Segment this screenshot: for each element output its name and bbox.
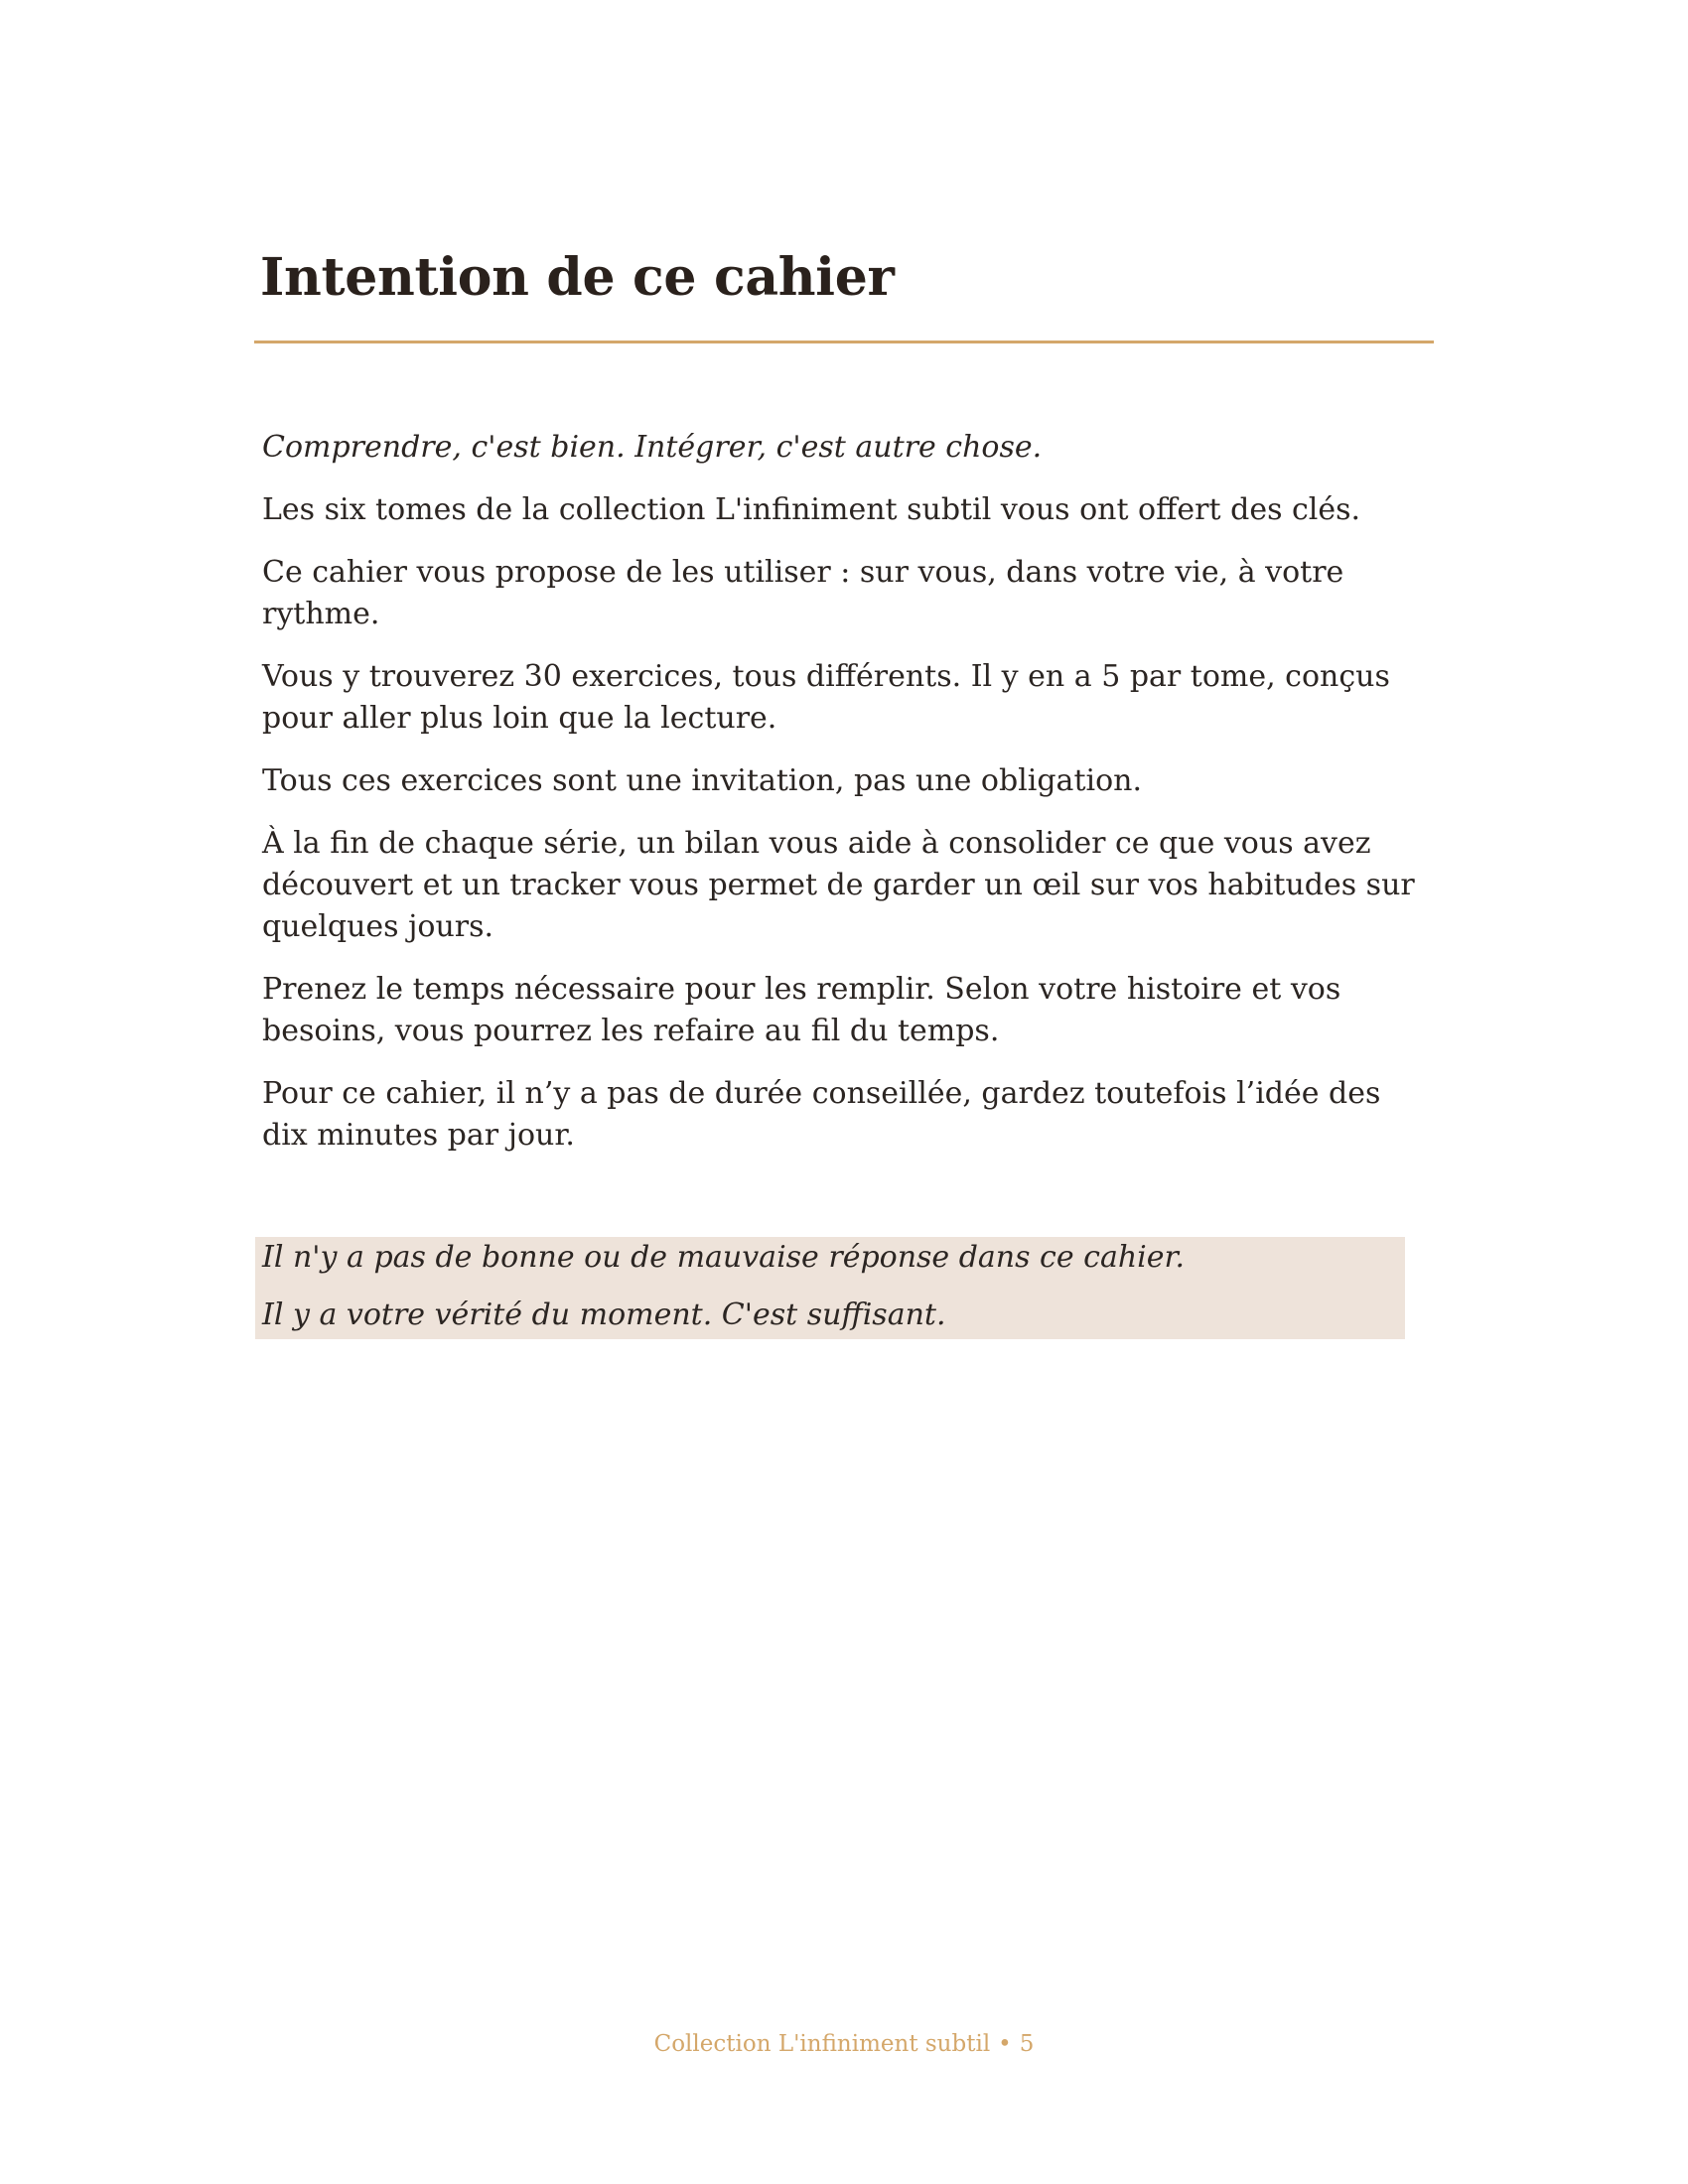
title-divider <box>254 341 1434 343</box>
footer-collection: Collection L'infiniment subtil <box>653 2031 991 2057</box>
page-title: Intention de ce cahier <box>260 247 895 308</box>
callout-box <box>255 1237 1405 1339</box>
paragraph: Vous y trouverez 30 exercices, tous différents. Il y en a 5 par tome, conçus pour aller plus loin que la lecture. <box>262 659 1390 736</box>
callout-line: Il y a votre vérité du moment. C'est suffisant. <box>262 1297 946 1332</box>
body-text <box>262 427 1424 1177</box>
paragraph: Prenez le temps nécessaire pour les remplir. Selon votre histoire et vos besoins, vous pourrez les refaire au fil du temps. <box>262 972 1341 1048</box>
footer-bullet: • <box>998 2031 1012 2057</box>
paragraph: Les six tomes de la collection L'infiniment subtil vous ont offert des clés. <box>262 492 1361 527</box>
paragraph: Pour ce cahier, il n’y a pas de durée conseillée, gardez toutefois l’idée des dix minutes par jour. <box>262 1076 1381 1153</box>
callout-line: Il n'y a pas de bonne ou de mauvaise réponse dans ce cahier. <box>262 1240 1186 1275</box>
paragraph: Tous ces exercices sont une invitation, pas une obligation. <box>262 763 1143 798</box>
paragraph: À la fin de chaque série, un bilan vous aide à consolider ce que vous avez découvert et un tracker vous permet de garder un œil sur vos habitudes sur quelques jours. <box>262 826 1415 944</box>
page-number: 5 <box>1019 2031 1035 2057</box>
page-footer <box>0 2028 1688 2060</box>
intro-paragraph: Comprendre, c'est bien. Intégrer, c'est autre chose. <box>262 430 1043 465</box>
paragraph: Ce cahier vous propose de les utiliser : sur vous, dans votre vie, à votre rythme. <box>262 555 1344 631</box>
